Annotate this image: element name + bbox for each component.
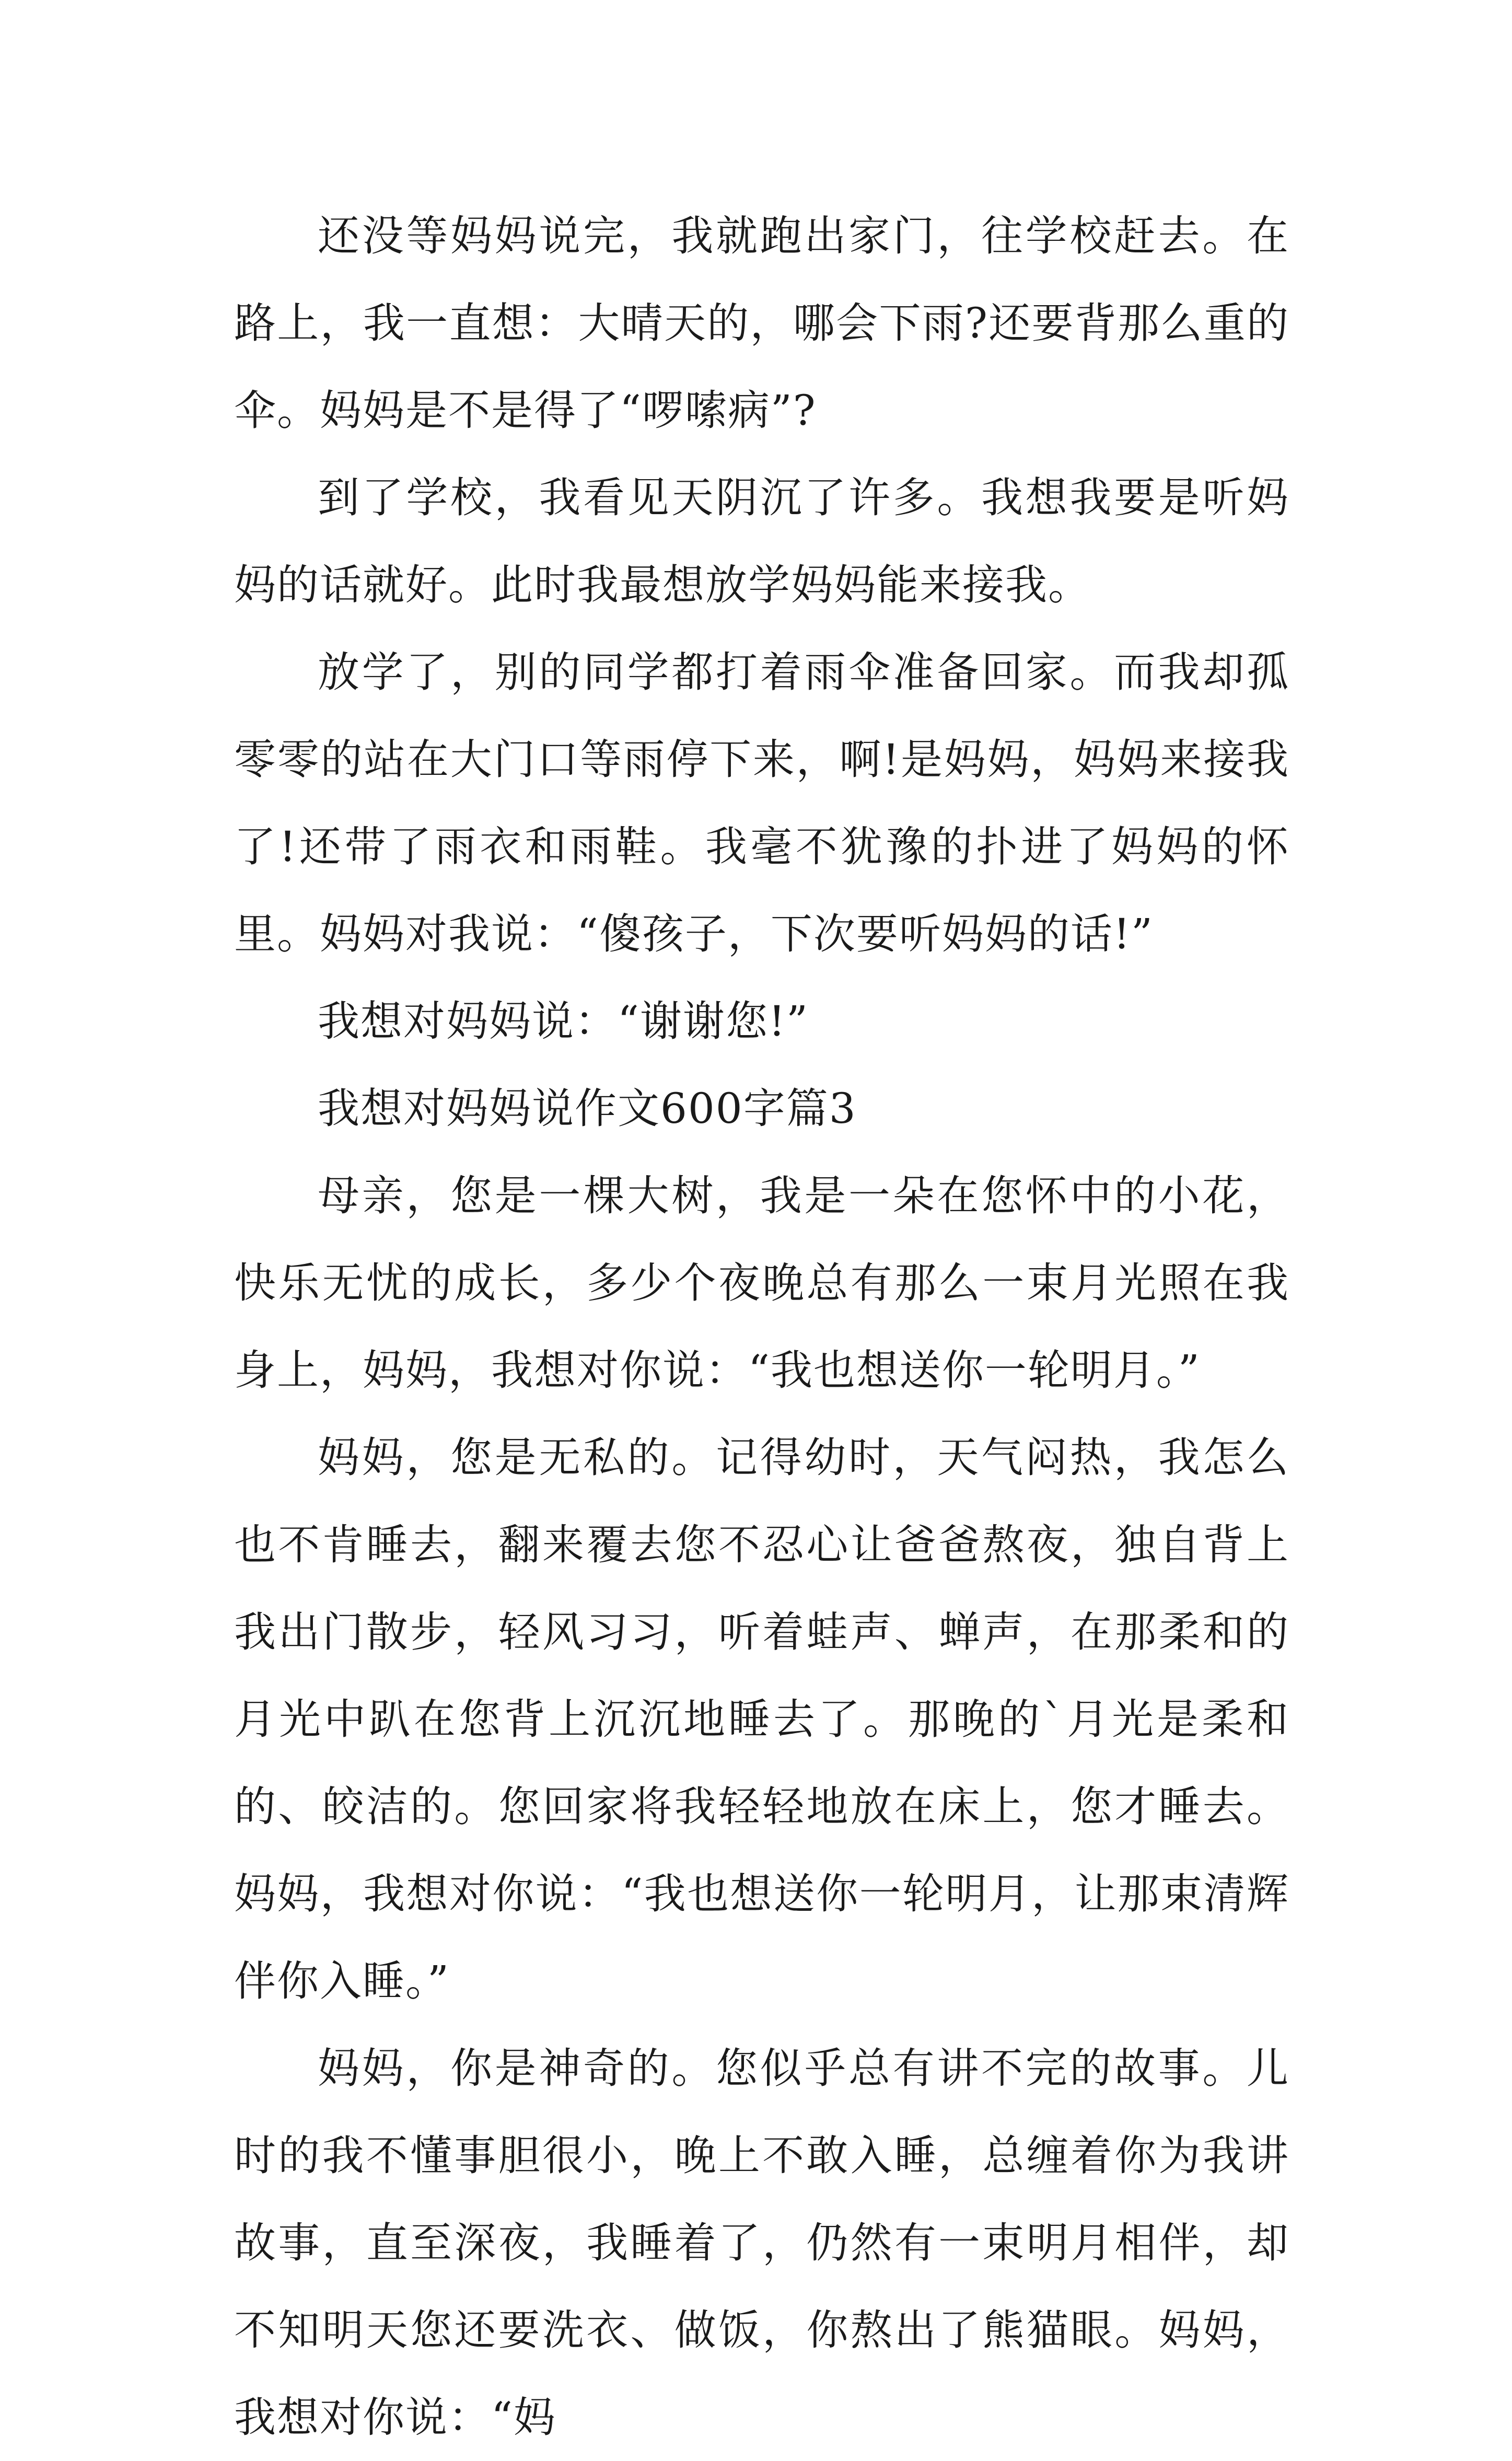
paragraph-2: 到了学校，我看见天阴沉了许多。我想我要是听妈妈的话就好。此时我最想放学妈妈能来接我。 [234, 473, 1289, 609]
paragraph-4: 我想对妈妈说：“谢谢您!” [318, 997, 809, 1046]
paragraph-5: 母亲，您是一棵大树，我是一朵在您怀中的小花，快乐无忧的成长，多少个夜晚总有那么一束月光照在我身上，妈妈，我想对你说：“我也想送你一轮明月。” [234, 1171, 1289, 1395]
paragraph-7: 妈妈，你是神奇的。您似乎总有讲不完的故事。儿时的我不懂事胆很小，晚上不敢入睡，总缠着你为我讲故事，直至深夜，我睡着了，仍然有一束明月相伴，却不知明天您还要洗衣、做饭，你熬出了熊猫眼。妈妈，我想对你说：“妈 [234, 2044, 1289, 2442]
paragraph-3: 放学了，别的同学都打着雨伞准备回家。而我却孤零零的站在大门口等雨停下来，啊!是妈妈，妈妈来接我了!还带了雨衣和雨鞋。我毫不犹豫的扑进了妈妈的怀里。妈妈对我说：“傻孩子，下次要听妈妈的话!” [234, 648, 1289, 958]
section-heading: 我想对妈妈说作文600字篇3 [318, 1084, 857, 1133]
paragraph-1: 还没等妈妈说完，我就跑出家门，往学校赶去。在路上，我一直想：大晴天的，哪会下雨?还要背那么重的伞。妈妈是不是得了“啰嗦病”? [234, 212, 1289, 435]
article-body [234, 192, 1289, 2461]
paragraph-6: 妈妈，您是无私的。记得幼时，天气闷热，我怎么也不肯睡去，翻来覆去您不忍心让爸爸熬夜，独自背上我出门散步，轻风习习，听着蛙声、蝉声，在那柔和的月光中趴在您背上沉沉地睡去了。那晚的`月光是柔和的、皎洁的。您回家将我轻轻地放在床上，您才睡去。妈妈，我想对你说：“我也想送你一轮明月，让那束清辉伴你入睡。” [234, 1433, 1289, 2005]
